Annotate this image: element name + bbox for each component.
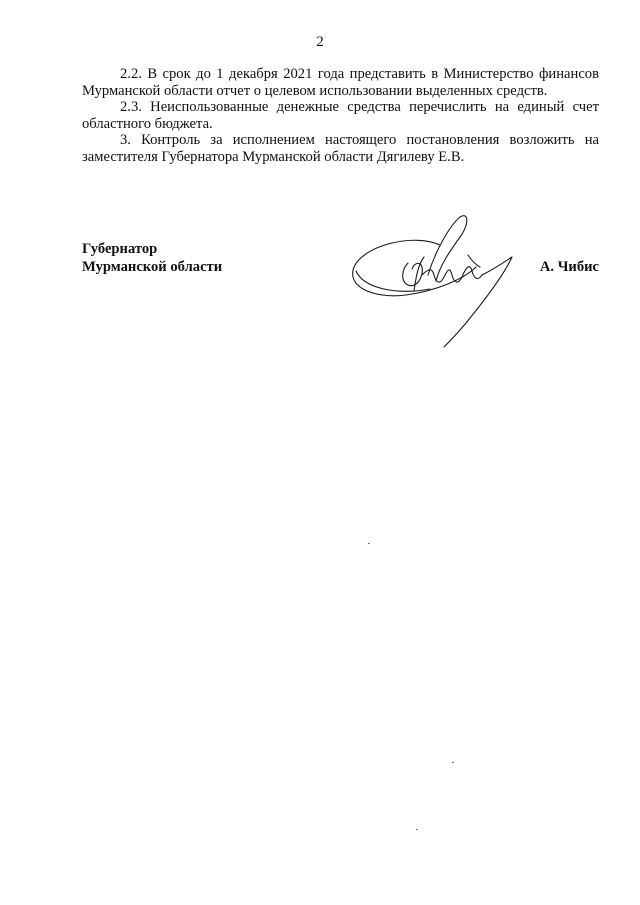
paragraph-2-2: 2.2. В срок до 1 декабря 2021 года представить в Министерство финансов Мурманской области отчет о целевом использовании выделенных средств. [82, 66, 599, 99]
paragraph-2-3: 2.3. Неиспользованные денежные средства перечислить на единый счет областного бюджета. [82, 99, 599, 132]
page-number: 2 [316, 34, 324, 50]
scan-speck [452, 762, 454, 763]
signer-position [82, 240, 222, 276]
signer-position-line-1: Губернатор [82, 241, 158, 257]
scan-speck [416, 829, 418, 830]
signature-block [82, 240, 599, 360]
document-body [82, 66, 599, 165]
paragraph-3: 3. Контроль за исполнением настоящего постановления возложить на заместителя Губернатора Мурманской области Дягилеву Е.В. [82, 132, 599, 165]
signer-position-line-2: Мурманской области [82, 259, 223, 275]
handwritten-signature [344, 205, 524, 350]
signer-name: А. Чибис [539, 259, 599, 275]
scan-speck [368, 543, 370, 544]
